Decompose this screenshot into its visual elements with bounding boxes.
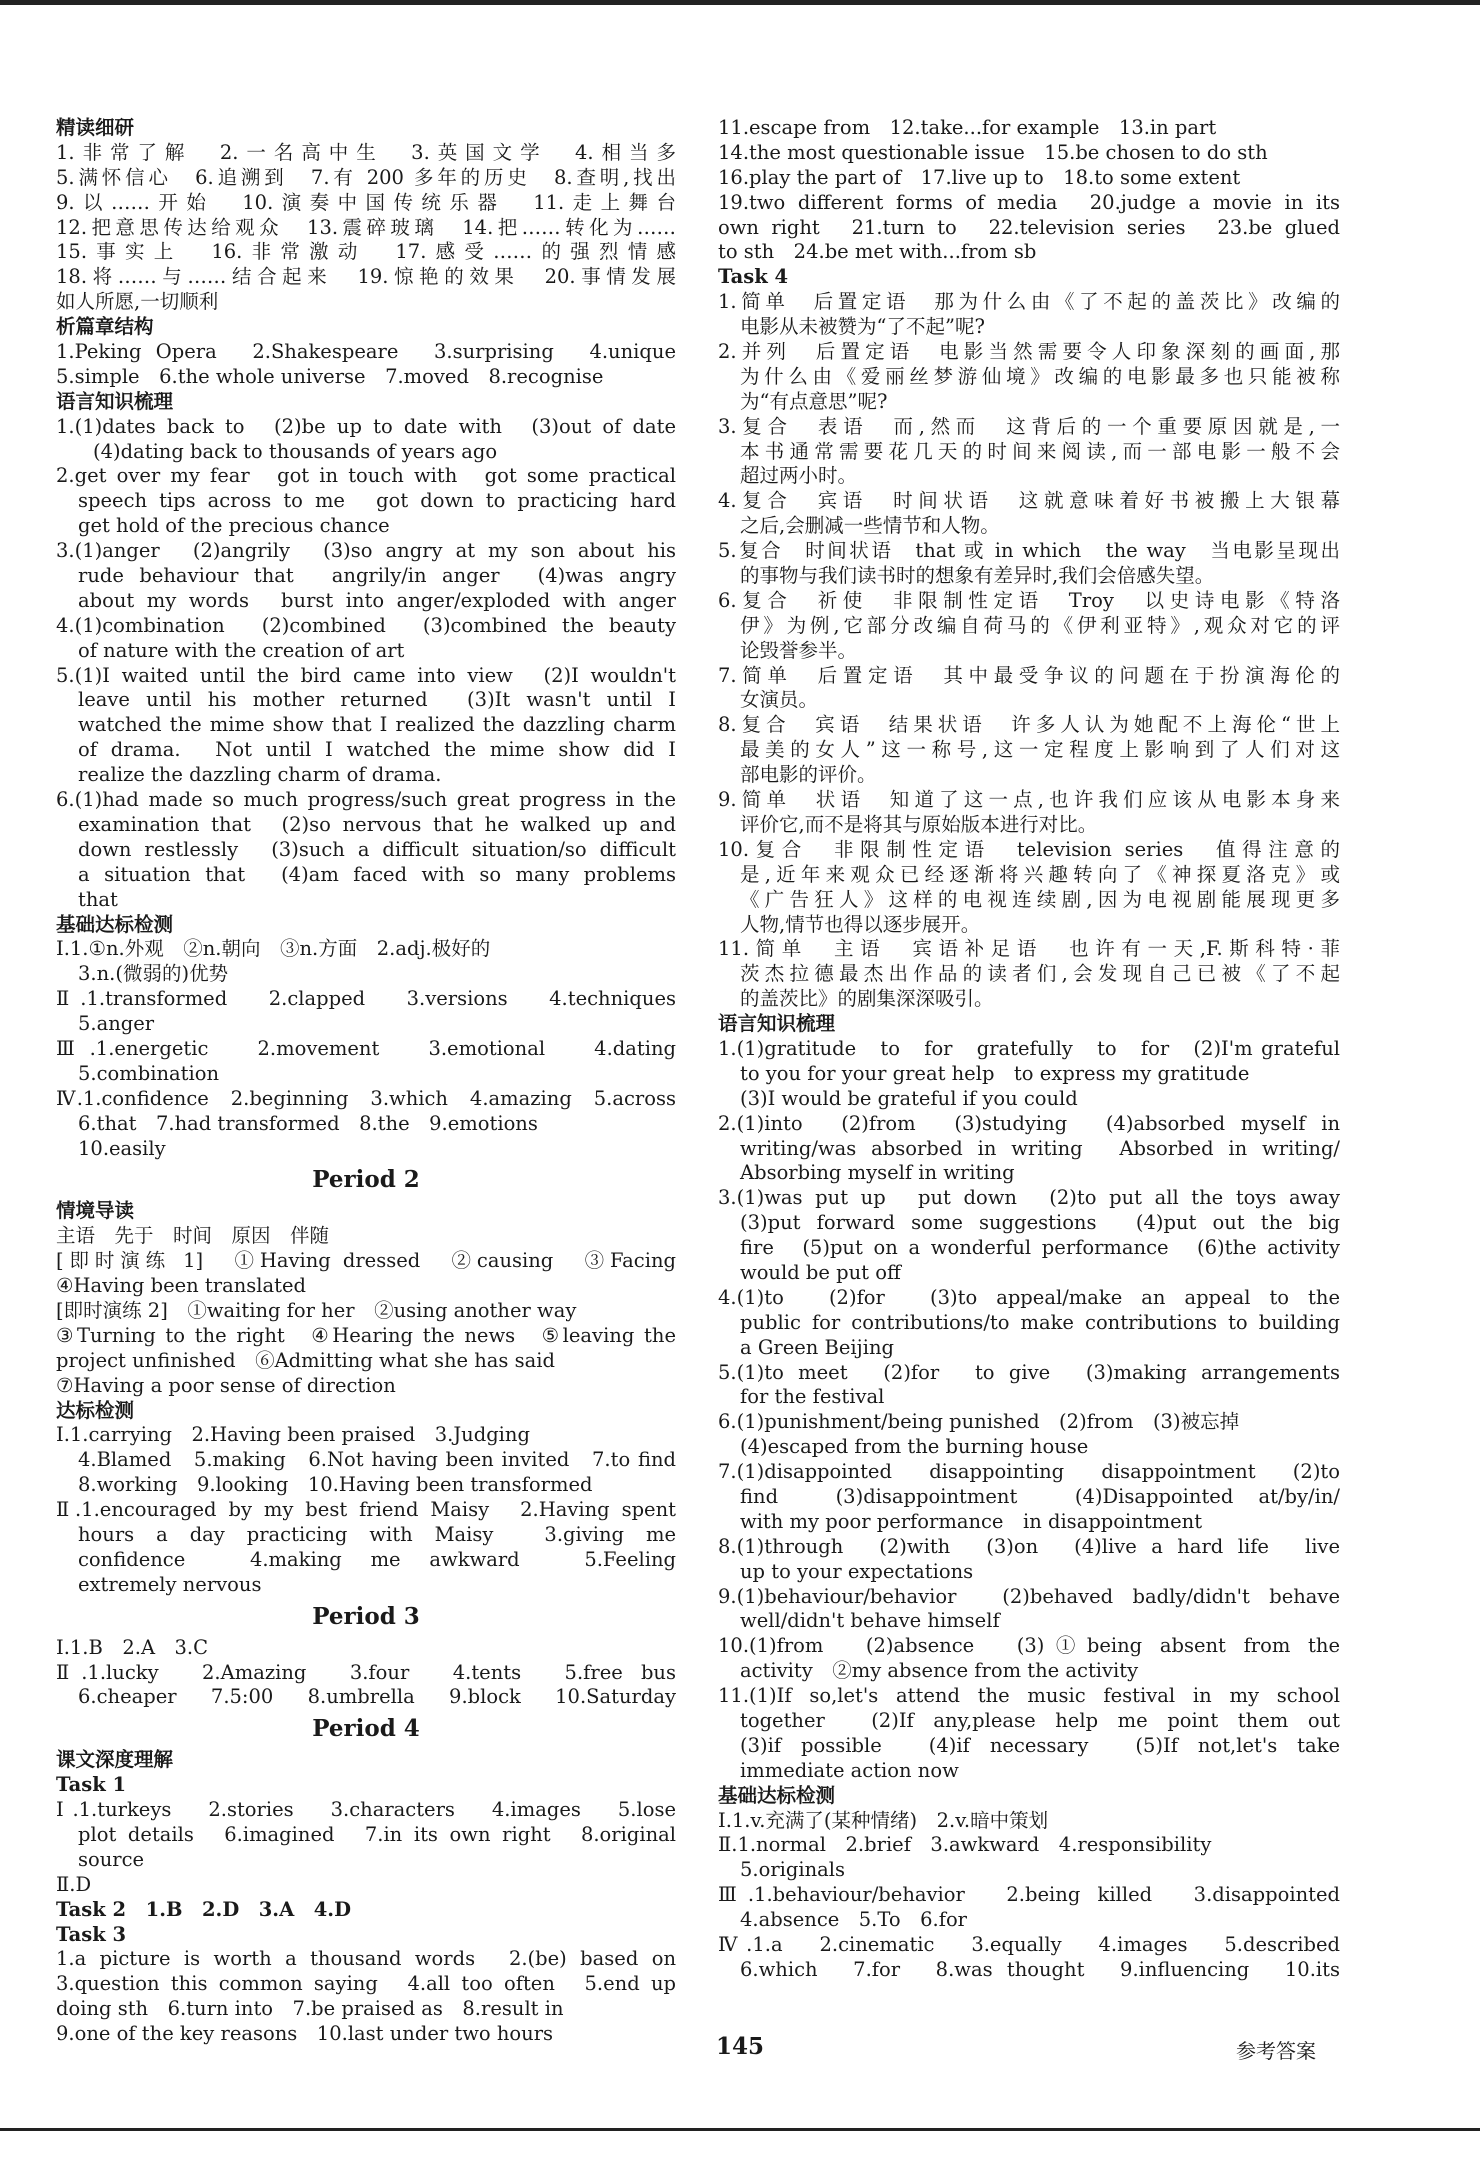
answer-line: Ⅰ.1.turkeys 2.stories 3.characters 4.images 5.lose <box>56 1798 676 1822</box>
page-section-label: 参考答案 <box>1236 2039 1316 2063</box>
answer-line: Ⅳ.1.confidence 2.beginning 3.which 4.amazing 5.across <box>56 1086 676 1110</box>
answer-line: 8.复合 宾语 结果状语 许多人认为她配不上海伦“世上 <box>718 713 1340 737</box>
answer-line: 8.working 9.looking 10.Having been transformed <box>78 1473 593 1497</box>
task-line: Task 2 1.B 2.D 3.A 4.D <box>56 1897 351 1921</box>
answer-line: that <box>78 887 118 911</box>
page-number: 145 <box>715 2033 764 2060</box>
answer-line: fire (5)put on a wonderful performance (6)the activity <box>740 1236 1340 1260</box>
answer-line: 5.simple 6.the whole universe 7.moved 8.recognise <box>56 364 604 388</box>
answer-line: 5.(1)I waited until the bird came into view (2)I wouldn't <box>56 663 676 687</box>
task-line: Task 1 <box>56 1773 127 1797</box>
answer-line: 10.easily <box>78 1136 166 1160</box>
answer-line: about my words burst into anger/exploded with anger <box>78 588 676 612</box>
section-heading: 基础达标检测 <box>56 912 174 936</box>
answer-line: up to your expectations <box>740 1559 974 1583</box>
answer-line: [即时演练 1] ①Having dressed ②causing ③Facing <box>56 1249 676 1273</box>
answer-line: 10.复合 非限制性定语 television series 值得注意的 <box>718 837 1340 861</box>
answer-line: plot details 6.imagined 7.in its own right 8.original <box>78 1823 676 1846</box>
answer-line: ③Turning to the right ④Hearing the news ⑤leaving the <box>56 1323 676 1347</box>
top-rule <box>0 0 1480 5</box>
section-heading: 基础达标检测 <box>718 1783 836 1807</box>
answer-line: Ⅲ.1.energetic 2.movement 3.emotional 4.dating <box>56 1036 676 1060</box>
answer-line: 4.(1)combination (2)combined (3)combined the beauty <box>56 613 676 637</box>
answer-line: down restlessly (3)such a difficult situation/so difficult <box>78 837 676 861</box>
answer-line: 女演员。 <box>740 688 819 712</box>
answer-line: Ⅱ.D <box>56 1872 92 1896</box>
answer-line: Absorbing myself in writing <box>740 1161 1015 1185</box>
answer-line: ④Having been translated <box>56 1274 306 1298</box>
answer-line: to sth 24.be met with...from sb <box>718 240 1037 264</box>
left-answer-column <box>56 116 676 2047</box>
answer-line: 3.(1)anger (2)angrily (3)so angry at my son about his <box>56 539 676 563</box>
answer-line: 2.(1)into (2)from (3)studying (4)absorbed myself in <box>718 1111 1340 1135</box>
answer-line: 6.(1)punishment/being punished (2)from (3)被忘掉 <box>718 1410 1240 1434</box>
answer-line: of nature with the creation of art <box>78 638 405 662</box>
section-heading: 析篇章结构 <box>56 315 154 339</box>
answer-line: 15.事实上 16.非常激动 17.感受……的强烈情感 <box>56 240 676 264</box>
answer-line: 5.(1)to meet (2)for to give (3)making arrangements <box>718 1360 1340 1384</box>
answer-line: get hold of the precious chance <box>78 514 390 538</box>
answer-line: 14.the most questionable issue 15.be chosen to do sth <box>718 140 1268 164</box>
answer-line: 6.(1)had made so much progress/such great progress in the <box>56 788 676 812</box>
answer-line: together (2)If any,please help me point them out <box>740 1709 1340 1732</box>
answer-line: would be put off <box>740 1260 901 1284</box>
answer-line: 12.把意思传达给观众 13.震碎玻璃 14.把……转化为…… <box>56 215 676 239</box>
answer-line: 11.escape from 12.take...for example 13.in part <box>718 116 1217 139</box>
answer-line: 超过两小时。 <box>740 464 858 488</box>
answer-line: 4.复合 宾语 时间状语 这就意味着好书被搬上大银幕 <box>718 489 1340 513</box>
answer-line: watched the mime show that I realized the dazzling charm <box>78 713 676 737</box>
section-heading: 情境导读 <box>56 1199 135 1223</box>
answer-line: with my poor performance in disappointment <box>740 1509 1203 1533</box>
answer-line: Ⅱ.1.normal 2.brief 3.awkward 4.responsibility <box>718 1833 1212 1857</box>
answer-line: 9.简单 状语 知道了这一点,也许我们应该从电影本身来 <box>718 788 1340 812</box>
answer-line: (3)if possible (4)if necessary (5)If not,let's take <box>740 1733 1340 1757</box>
answer-line: 6.that 7.had transformed 8.the 9.emotions <box>78 1111 538 1135</box>
answer-line: 茨杰拉德最杰出作品的读者们,会发现自己已被《了不起 <box>740 962 1340 986</box>
answer-line: 10.(1)from (2)absence (3)①being absent from the <box>718 1634 1340 1658</box>
answer-line: 5.combination <box>78 1061 220 1085</box>
answer-line: Ⅱ.1.encouraged by my best friend Maisy 2.Having spent <box>56 1498 676 1522</box>
answer-line: 论毁誉参半。 <box>740 638 858 662</box>
answer-line: to you for your great help to express my gratitude <box>740 1061 1250 1085</box>
answer-line: confidence 4.making me awkward 5.Feeling <box>78 1547 676 1571</box>
answer-line: writing/was absorbed in writing Absorbed in writing/ <box>740 1136 1340 1160</box>
answer-line: realize the dazzling charm of drama. <box>78 763 442 787</box>
answer-line: 最美的女人”这一称号,这一定程度上影响到了人们对这 <box>740 738 1340 762</box>
answer-line: 1.Peking Opera 2.Shakespeare 3.surprising 4.unique <box>56 340 676 364</box>
answer-line: of drama. Not until I watched the mime show did I <box>78 738 676 762</box>
answer-line: Ⅳ.1.a 2.cinematic 3.equally 4.images 5.described <box>718 1933 1340 1957</box>
answer-line: 2.并列 后置定语 电影当然需要令人印象深刻的画面,那 <box>718 340 1340 364</box>
answer-line: rude behaviour that angrily/in anger (4)was angry <box>78 564 676 588</box>
task-line: Task 4 <box>718 265 789 289</box>
answer-line: Ⅰ.1.v.充满了(某种情绪) 2.v.暗中策划 <box>718 1808 1049 1832</box>
answer-line: 电影从未被赞为“了不起”呢? <box>740 315 985 339</box>
answer-line: hours a day practicing with Maisy 3.giving me <box>78 1522 676 1546</box>
section-heading: 语言知识梳理 <box>56 389 174 413</box>
answer-line: 1.简单 后置定语 那为什么由《了不起的盖茨比》改编的 <box>718 290 1340 314</box>
answer-line: immediate action now <box>740 1758 959 1782</box>
answer-line: 8.(1)through (2)with (3)on (4)live a hard life live <box>718 1534 1340 1558</box>
answer-line: 为“有点意思”呢? <box>740 389 888 413</box>
answer-line: 之后,会删减一些情节和人物。 <box>740 514 1000 538</box>
answer-line: 9.以……开始 10.演奏中国传统乐器 11.走上舞台 <box>56 190 676 214</box>
answer-line: 1.非常了解 2.一名高中生 3.英国文学 4.相当多 <box>56 140 676 164</box>
bottom-rule <box>0 2128 1480 2131</box>
answer-line: Ⅰ.1.①n.外观 ②n.朝向 ③n.方面 2.adj.极好的 <box>56 937 491 961</box>
answer-line: 3.n.(微弱的)优势 <box>78 962 229 986</box>
section-heading: 语言知识梳理 <box>718 1012 836 1036</box>
answer-line: 如人所愿,一切顺利 <box>56 290 219 314</box>
answer-line: (4)dating back to thousands of years ago <box>93 439 498 463</box>
answer-line: 19.two different forms of media 20.judge a movie in its <box>718 190 1340 214</box>
answer-line: 是,近年来观众已经逐渐将兴趣转向了《神探夏洛克》或 <box>740 862 1340 886</box>
answer-line: examination that (2)so nervous that he walked up and <box>78 812 676 836</box>
answer-line: doing sth 6.turn into 7.be praised as 8.result in <box>56 1997 564 2021</box>
answer-line: Ⅱ.1.transformed 2.clapped 3.versions 4.techniques <box>56 987 676 1011</box>
section-heading: 课文深度理解 <box>56 1748 174 1772</box>
answer-line: extremely nervous <box>78 1572 262 1596</box>
answer-line: 《广告狂人》这样的电视连续剧,因为电视剧能展现更多 <box>740 887 1340 911</box>
answer-line: 6.复合 祈使 非限制性定语 Troy 以史诗电影《特洛 <box>718 588 1340 612</box>
answer-line: activity ②my absence from the activity <box>740 1659 1139 1683</box>
answer-line: 7.(1)disappointed disappointing disappointment (2)to <box>718 1460 1340 1484</box>
answer-line: 3.(1)was put up put down (2)to put all the toys away <box>718 1186 1340 1210</box>
answer-line: 的事物与我们读书时的想象有差异时,我们会倍感失望。 <box>740 564 1215 588</box>
answer-line: 人物,情节也得以逐步展开。 <box>740 912 981 936</box>
answer-line: 3.复合 表语 而,然而 这背后的一个重要原因就是,一 <box>718 414 1340 438</box>
answer-line: 3.question this common saying 4.all too often 5.end up <box>56 1972 676 1996</box>
section-heading: 精读细研 <box>56 116 135 139</box>
section-heading: 达标检测 <box>56 1398 135 1422</box>
answer-line: 1.(1)gratitude to for gratefully to for (2)I'm grateful <box>718 1036 1340 1060</box>
answer-line: 本书通常需要花几天的时间来阅读,而一部电影一般不会 <box>740 439 1340 463</box>
period-heading: Period 2 <box>312 1166 420 1194</box>
answer-line: 6.which 7.for 8.was thought 9.influencing 10.its <box>740 1957 1340 1981</box>
answer-line: 评价它,而不是将其与原始版本进行对比。 <box>740 812 1098 836</box>
answer-line: 的盖茨比》的剧集深深吸引。 <box>740 987 994 1011</box>
answer-line: Ⅰ.1.B 2.A 3.C <box>56 1635 209 1659</box>
answer-line: find (3)disappointment (4)Disappointed at/by/in/ <box>740 1484 1340 1508</box>
right-answer-column <box>718 116 1340 1983</box>
answer-line: for the festival <box>740 1385 885 1409</box>
answer-line: Ⅰ.1.carrying 2.Having been praised 3.Judging <box>56 1423 530 1447</box>
answer-line: source <box>78 1847 145 1871</box>
answer-line: 部电影的评价。 <box>740 763 877 787</box>
answer-line: 18.将……与……结合起来 19.惊艳的效果 20.事情发展 <box>56 265 676 289</box>
task-line: Task 3 <box>56 1922 127 1946</box>
period-heading: Period 3 <box>312 1602 420 1630</box>
answer-line: 1.(1)dates back to (2)be up to date with (3)out of date <box>56 414 676 438</box>
answer-line: (4)escaped from the burning house <box>740 1435 1089 1459</box>
answer-line: 4.(1)to (2)for (3)to appeal/make an appeal to the <box>718 1285 1340 1309</box>
answer-line: 主语 先于 时间 原因 伴随 <box>56 1224 330 1248</box>
answer-line: (3)I would be grateful if you could <box>740 1086 1078 1110</box>
answer-line: Ⅲ.1.behaviour/behavior 2.being killed 3.disappointed <box>718 1883 1340 1907</box>
answer-line: 5.anger <box>78 1012 155 1036</box>
answer-line: a situation that (4)am faced with so many problems <box>78 862 676 886</box>
answer-line: 2.get over my fear got in touch with got some practical <box>56 464 676 488</box>
answer-line: 11.简单 主语 宾语补足语 也许有一天,F.斯科特·菲 <box>718 937 1340 961</box>
answer-line: 9.(1)behaviour/behavior (2)behaved badly/didn't behave <box>718 1584 1340 1608</box>
answer-line: ⑦Having a poor sense of direction <box>56 1373 396 1397</box>
answer-line: 4.absence 5.To 6.for <box>740 1908 968 1932</box>
answer-line: [即时演练 2] ①waiting for her ②using another way <box>56 1298 577 1322</box>
answer-line: 9.one of the key reasons 10.last under two hours <box>56 2022 554 2046</box>
answer-line: a Green Beijing <box>740 1335 894 1359</box>
answer-line: public for contributions/to make contributions to building <box>740 1310 1340 1334</box>
period-heading: Period 4 <box>312 1715 420 1743</box>
answer-line: 16.play the part of 17.live up to 18.to some extent <box>718 165 1241 189</box>
answer-line: 1.a picture is worth a thousand words 2.(be) based on <box>56 1947 676 1971</box>
answer-line: project unfinished ⑥Admitting what she has said <box>56 1348 555 1372</box>
answer-line: (3)put forward some suggestions (4)put out the big <box>740 1211 1340 1235</box>
answer-line: Ⅱ.1.lucky 2.Amazing 3.four 4.tents 5.free bus <box>56 1660 676 1684</box>
answer-line: 为什么由《爱丽丝梦游仙境》改编的电影最多也只能被称 <box>740 364 1340 388</box>
answer-line: 5.复合 时间状语 that 或 in which the way 当电影呈现出 <box>718 539 1340 563</box>
answer-line: 5.满怀信心 6.追溯到 7.有 200 多年的历史 8.查明,找出 <box>56 165 676 189</box>
answer-line: own right 21.turn to 22.television series 23.be glued <box>718 215 1340 239</box>
answer-line: speech tips across to me got down to practicing hard <box>78 489 676 513</box>
answer-line: 伊》为例,它部分改编自荷马的《伊利亚特》,观众对它的评 <box>740 613 1340 637</box>
answer-line: 11.(1)If so,let's attend the music festival in my school <box>718 1684 1340 1708</box>
answer-line: 6.cheaper 7.5:00 8.umbrella 9.block 10.Saturday <box>78 1685 676 1709</box>
answer-line: leave until his mother returned (3)It wasn't until I <box>78 688 676 712</box>
answer-line: 4.Blamed 5.making 6.Not having been invited 7.to find <box>78 1448 676 1472</box>
answer-line: 5.originals <box>740 1858 846 1882</box>
answer-line: 7.简单 后置定语 其中最受争议的问题在于扮演海伦的 <box>718 663 1340 687</box>
answer-line: well/didn't behave himself <box>740 1609 1000 1633</box>
